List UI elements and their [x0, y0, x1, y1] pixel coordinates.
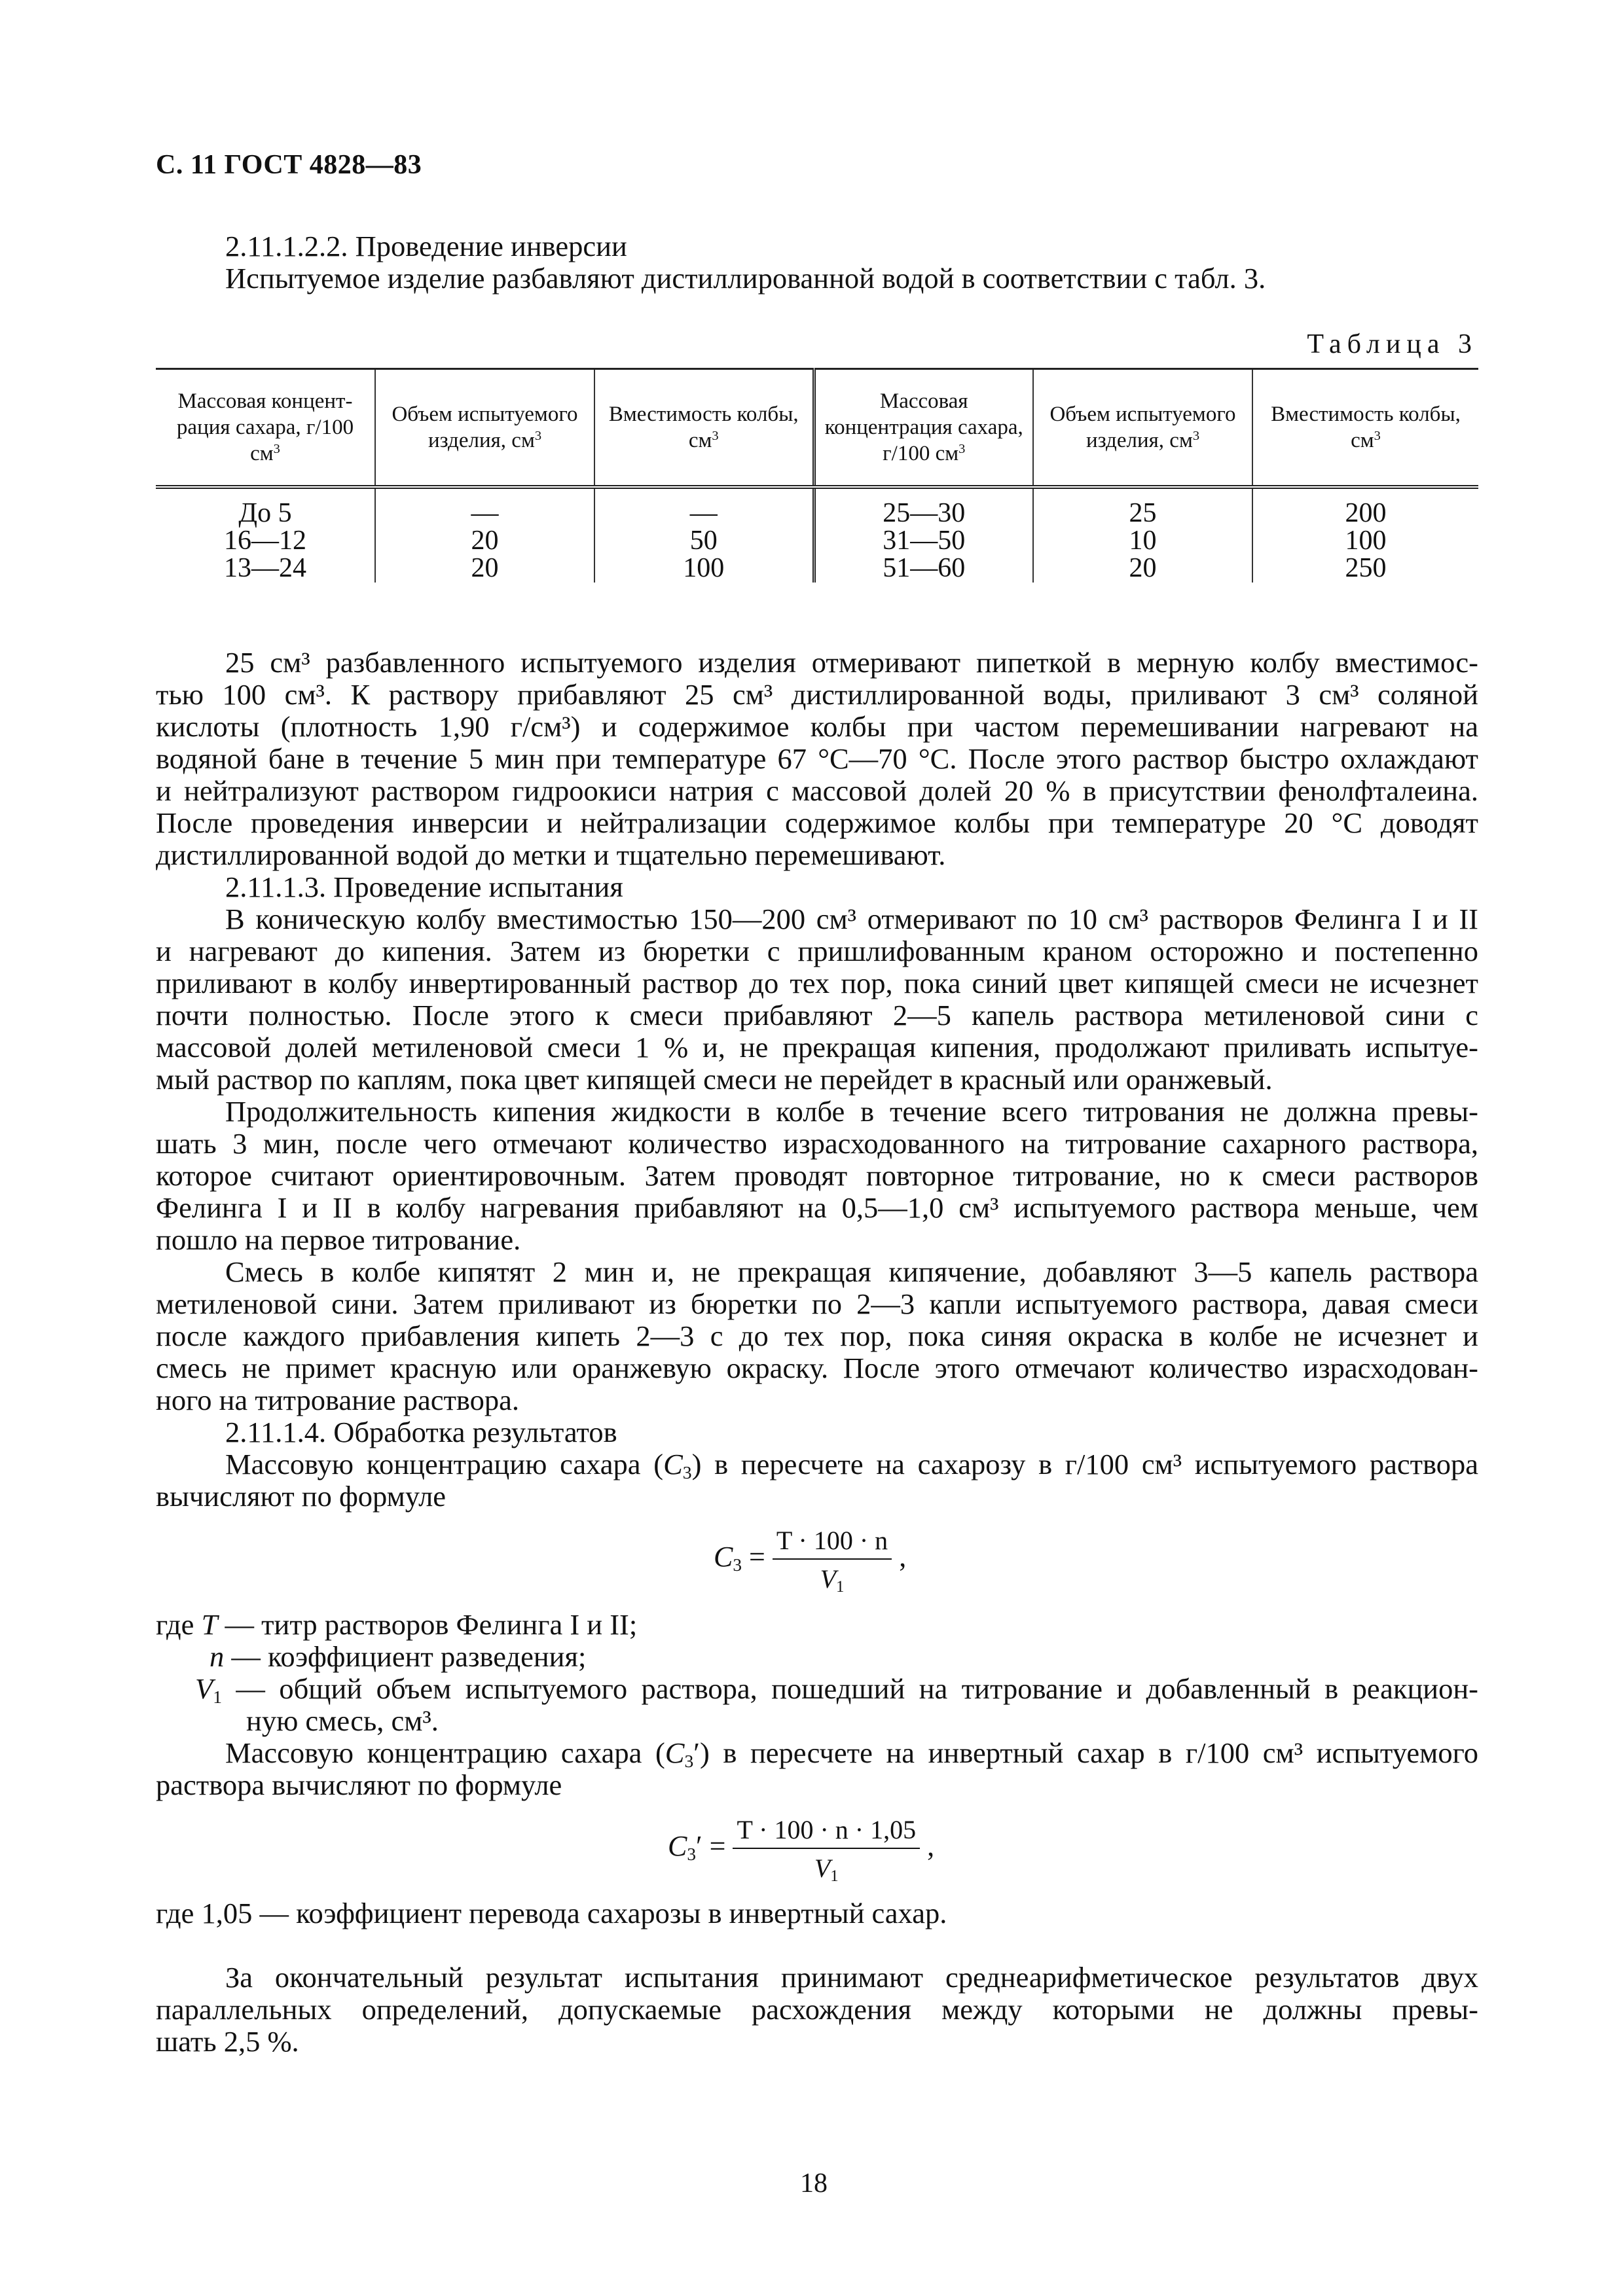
table-body-row [156, 487, 1478, 583]
section-heading-results: 2.11.1.4. Обработка результатов [225, 1416, 617, 1448]
page-header: С. 11 ГОСТ 4828—83 [156, 150, 422, 180]
col-header-volume: Объем испытуемого изделия, $см^3$ [375, 369, 594, 488]
formula-legend-invert: где 1,05 — коэффициент перевода сахарозы в инвертный сахар. [156, 1897, 947, 1929]
paragraph-inversion-procedure: 25 см³ разбавленного испытуемого изделия отмеривают пипеткой в мерную колбу вместимос- тью 100 см³. К раствору прибавляют 25 см³ дистиллированной воды, приливают 3 см³ соляной кислоты (плотность 1,90 г/см³) и содержимое колбы при частом перемешивании нагревают на водяной бане в течение 5 мин при температуре 67 °С—70 °С. После этого раствор быстро охлаждают и нейтрализуют раствором гидроокиси натрия с массовой долей 20 % в присутствии фенолфталеина. После проведения инверсии и нейтрализации содержимое колбы при температуре 20 °С доводят дистиллированной водой до метки и тщательно перемешивают. 2.11.1.3. Проведение испытания [156, 646, 1478, 903]
paragraph-final-result: За окончательный результат испытания принимают среднеарифметическое результатов двух параллельных определений, допускаемые расхождения между которыми не должны превы- шать 2,5 %. [156, 1961, 1478, 2058]
page-number: 18 [800, 2168, 828, 2198]
formula-sucrose: $C_3$ = $\frac{T \cdot 100 \cdot n}{V_1}$ , [714, 1526, 907, 1596]
section-heading-inversion: 2.11.1.2.2. Проведение инверсии Испытуемое изделие разбавляют дистиллированной водой в соответствии с табл. 3. [225, 230, 1266, 295]
table-caption: Таблица 3 [1307, 329, 1478, 359]
cell-concentration: До 5 16—12 13—24 [224, 498, 306, 583]
col-header-concentration: Массовая концент-рация сахара, г/100 $см^3$ [156, 369, 375, 488]
section-heading-test: 2.11.1.3. Проведение испытания [225, 870, 623, 903]
cell-concentration-2: 25—30 31—50 51—60 [814, 487, 1033, 583]
paragraph-sucrose-concentration: Массовую концентрацию сахара $(C_3)$ в пересчете на сахарозу в г/100 см³ испытуемого раствора вычисляют по формуле [156, 1448, 1478, 1513]
formula-invert: $C_3'$ = $\frac{T \cdot 100 \cdot n \cdot 1,05}{V_1}$ , [668, 1815, 935, 1886]
col-header-volume-2: Объем испытуемого изделия, $см^3$ [1033, 369, 1252, 488]
table-header-row [156, 369, 1478, 488]
paragraph-invert-concentration: Массовую концентрацию сахара $(C_3')$ в пересчете на инвертный сахар в г/100 см³ испытуемого раствора вычисляют по формуле [156, 1736, 1478, 1801]
col-header-flask: Вместимость колбы, $см^3$ [594, 369, 814, 488]
col-header-concentration-2: Массовая концентрация сахара, г/100 $см^3$ [814, 369, 1033, 488]
paragraph-test-procedure: В коническую колбу вместимостью 150—200 см³ отмеривают по 10 см³ растворов Фелинга I и II и нагревают до кипения. Затем из бюретки с пришлифованным краном осторожно и постепенно приливают в колбу инвертированный раствор до тех пор, пока синий цвет кипящей смеси не исчезнет почти полностью. После этого к смеси прибавляют 2—5 капель раствора метиленовой сини с массовой долей метиленовой смеси 1 % и, не прекращая кипения, продолжают приливать испытуе- мый раствор по каплям, пока цвет кипящей смеси не перейдет в красный или оранжевый. [156, 903, 1478, 1096]
col-header-flask-2: Вместимость колбы, $см^3$ [1252, 369, 1478, 488]
cell-flask: — 50 100 [594, 487, 814, 583]
cell-volume-2: 25 10 20 [1033, 487, 1252, 583]
dilution-table [156, 368, 1478, 583]
paragraph-boiling-mixture: Смесь в колбе кипятят 2 мин и, не прекращая кипячение, добавляют 3—5 капель раствора метиленовой сини. Затем приливают из бюретки по 2—3 капли испытуемого раствора, давая смеси после каждого прибавления кипеть 2—3 с до тех пор, пока синяя окраска в колбе не исчезнет и смесь не примет красную или оранжевую окраску. После этого отмечают количество израсходован- ного на титрование раствора. 2.11.1.4. Обработка результатов [156, 1255, 1478, 1448]
cell-flask-2: 200 100 250 [1252, 487, 1478, 583]
paragraph-boiling-duration: Продолжительность кипения жидкости в колбе в течение всего титрования не должна превы- шать 3 мин, после чего отмечают количество израсходованного на титрование сахарного раствора, которое считают ориентировочным. Затем проводят повторное титрование, но к смеси растворов Фелинга I и II в колбу нагревания прибавляют на 0,5—1,0 см³ испытуемого раствора меньше, чем пошло на первое титрование. [156, 1095, 1478, 1256]
formula-legend-sucrose: где T — титр растворов Фелинга I и II; n — коэффициент разведения; $V_1$ — общий объем испытуемого раствора, пошедший на титрование и добавленный в реакцион- ную смесь, см³. [156, 1608, 1479, 1737]
cell-volume: — 20 20 [375, 487, 594, 583]
